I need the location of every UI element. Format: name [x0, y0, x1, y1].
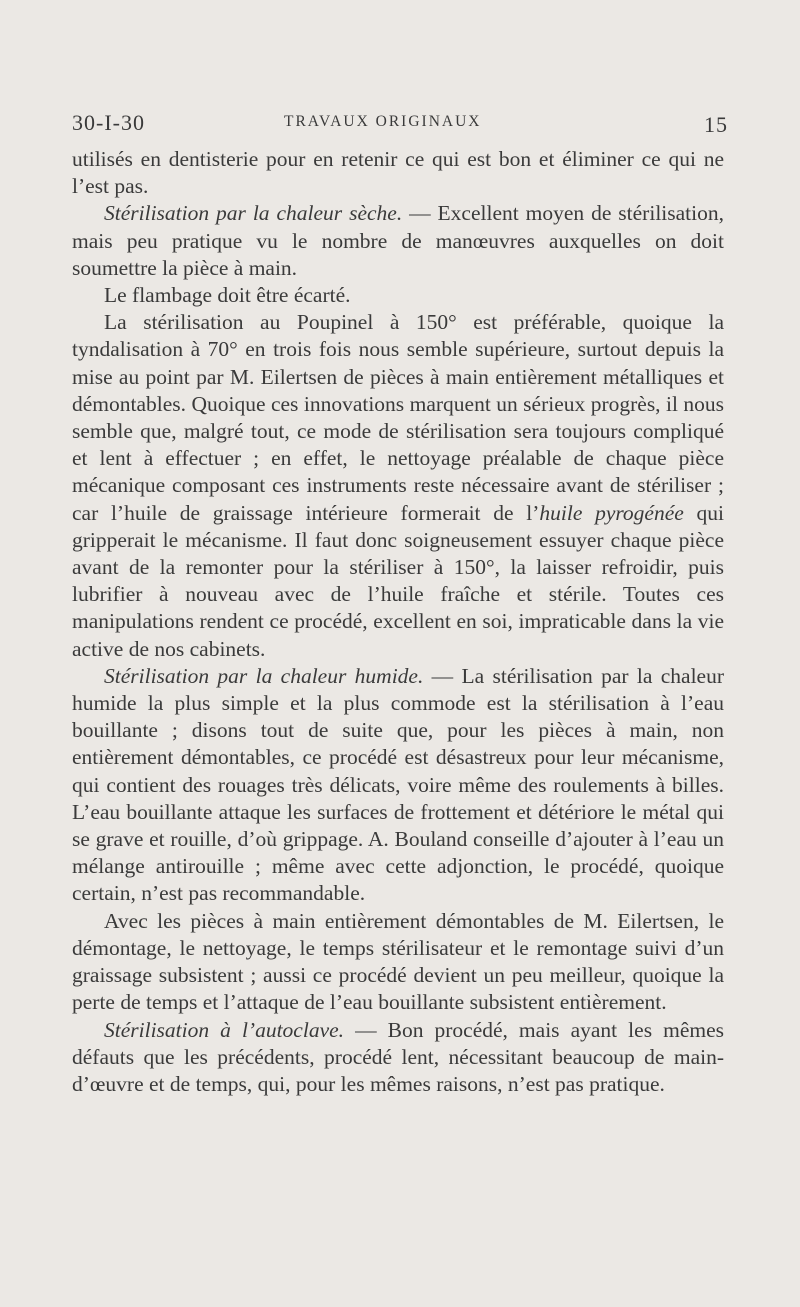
section-heading: Stérilisation à l’autoclave. — [104, 1017, 345, 1042]
paragraph-7 — [72, 1017, 724, 1099]
paragraph-6 — [72, 908, 724, 1017]
page-number: 15 — [704, 112, 728, 137]
header-date: 30-I-30 — [72, 110, 145, 135]
paragraph-text: — Bon procédé, mais ayant les mêmes défauts que les précédents, procédé lent, nécessitant beaucoup de main-d’œuvre et de temps, qui, pour les mêmes raisons, n’est pas pratique. — [72, 1017, 724, 1096]
header-section-title: TRAVAUX ORIGINAUX — [284, 113, 482, 130]
article-body — [72, 146, 724, 1098]
paragraph-text: — Excellent moyen de stérilisation, mais peu pratique vu le nombre de manœuvres auxquelles on doit soumettre la pièce à main. — [72, 201, 724, 280]
paragraph-text: Avec les pièces à main entièrement démontables de M. Eilertsen, le démontage, le nettoyage, le temps stérilisateur et le remontage suivi d’un graissage subsistent ; aussi ce procédé devient un peu meilleur, quoique la perte de temps et l’attaque de l’eau bouillante subsistent entièrement. — [72, 908, 724, 1015]
running-header — [72, 110, 734, 140]
section-heading: Stérilisation par la chaleur humide. — [104, 663, 424, 688]
paragraph-1 — [72, 146, 724, 200]
paragraph-4 — [72, 309, 724, 663]
paragraph-text-after: qui gripperait le mécanisme. Il faut donc soigneusement essuyer chaque pièce avant de la remonter pour la stériliser à 150°, la laisser refroidir, puis lubrifier à nouveau avec de l’huile fraîche et stérile. Toutes ces manipulations rendent ce procédé, excellent en soi, impraticable dans la vie active de nos cabinets. — [72, 500, 724, 661]
paragraph-text: Le flambage doit être écarté. — [104, 283, 351, 308]
paragraph-2 — [72, 200, 724, 282]
paragraph-3 — [72, 282, 724, 309]
paragraph-5 — [72, 663, 724, 908]
emphasized-term: huile pyrogénée — [539, 500, 684, 525]
paragraph-text: La stérilisation au Poupinel à 150° est préférable, quoique la tyndalisation à 70° en trois fois nous semble supérieure, surtout depuis la mise au point par M. Eilertsen de pièces à main entièrement métalliques et démontables. Quoique ces innovations marquent un sérieux progrès, il nous semble que, malgré tout, ce mode de stérilisation sera toujours compliqué et lent à effectuer ; en effet, le nettoyage préalable de chaque pièce mécanique composant ces instruments reste nécessaire avant de stériliser ; car l’huile de graissage intérieure formerait de l’ — [72, 310, 724, 525]
paragraph-text: utilisés en dentisterie pour en retenir ce qui est bon et éliminer ce qui ne l’est pas. — [72, 147, 724, 199]
section-heading: Stérilisation par la chaleur sèche. — [104, 201, 403, 226]
paragraph-text: — La stérilisation par la chaleur humide la plus simple et la plus commode est la stérilisation à l’eau bouillante ; disons tout de suite que, pour les pièces à main, non entièrement démontables, ce procédé est désastreux pour leur mécanisme, qui contient des rouages très délicats, voire même des roulements à billes. L’eau bouillante attaque les surfaces de frottement et détériore le métal qui se grave et rouille, d’où grippage. A. Bouland conseille d’ajouter à l’eau un mélange antirouille ; même avec cette adjonction, le procédé, quoique certain, n’est pas recommandable. — [72, 663, 724, 906]
